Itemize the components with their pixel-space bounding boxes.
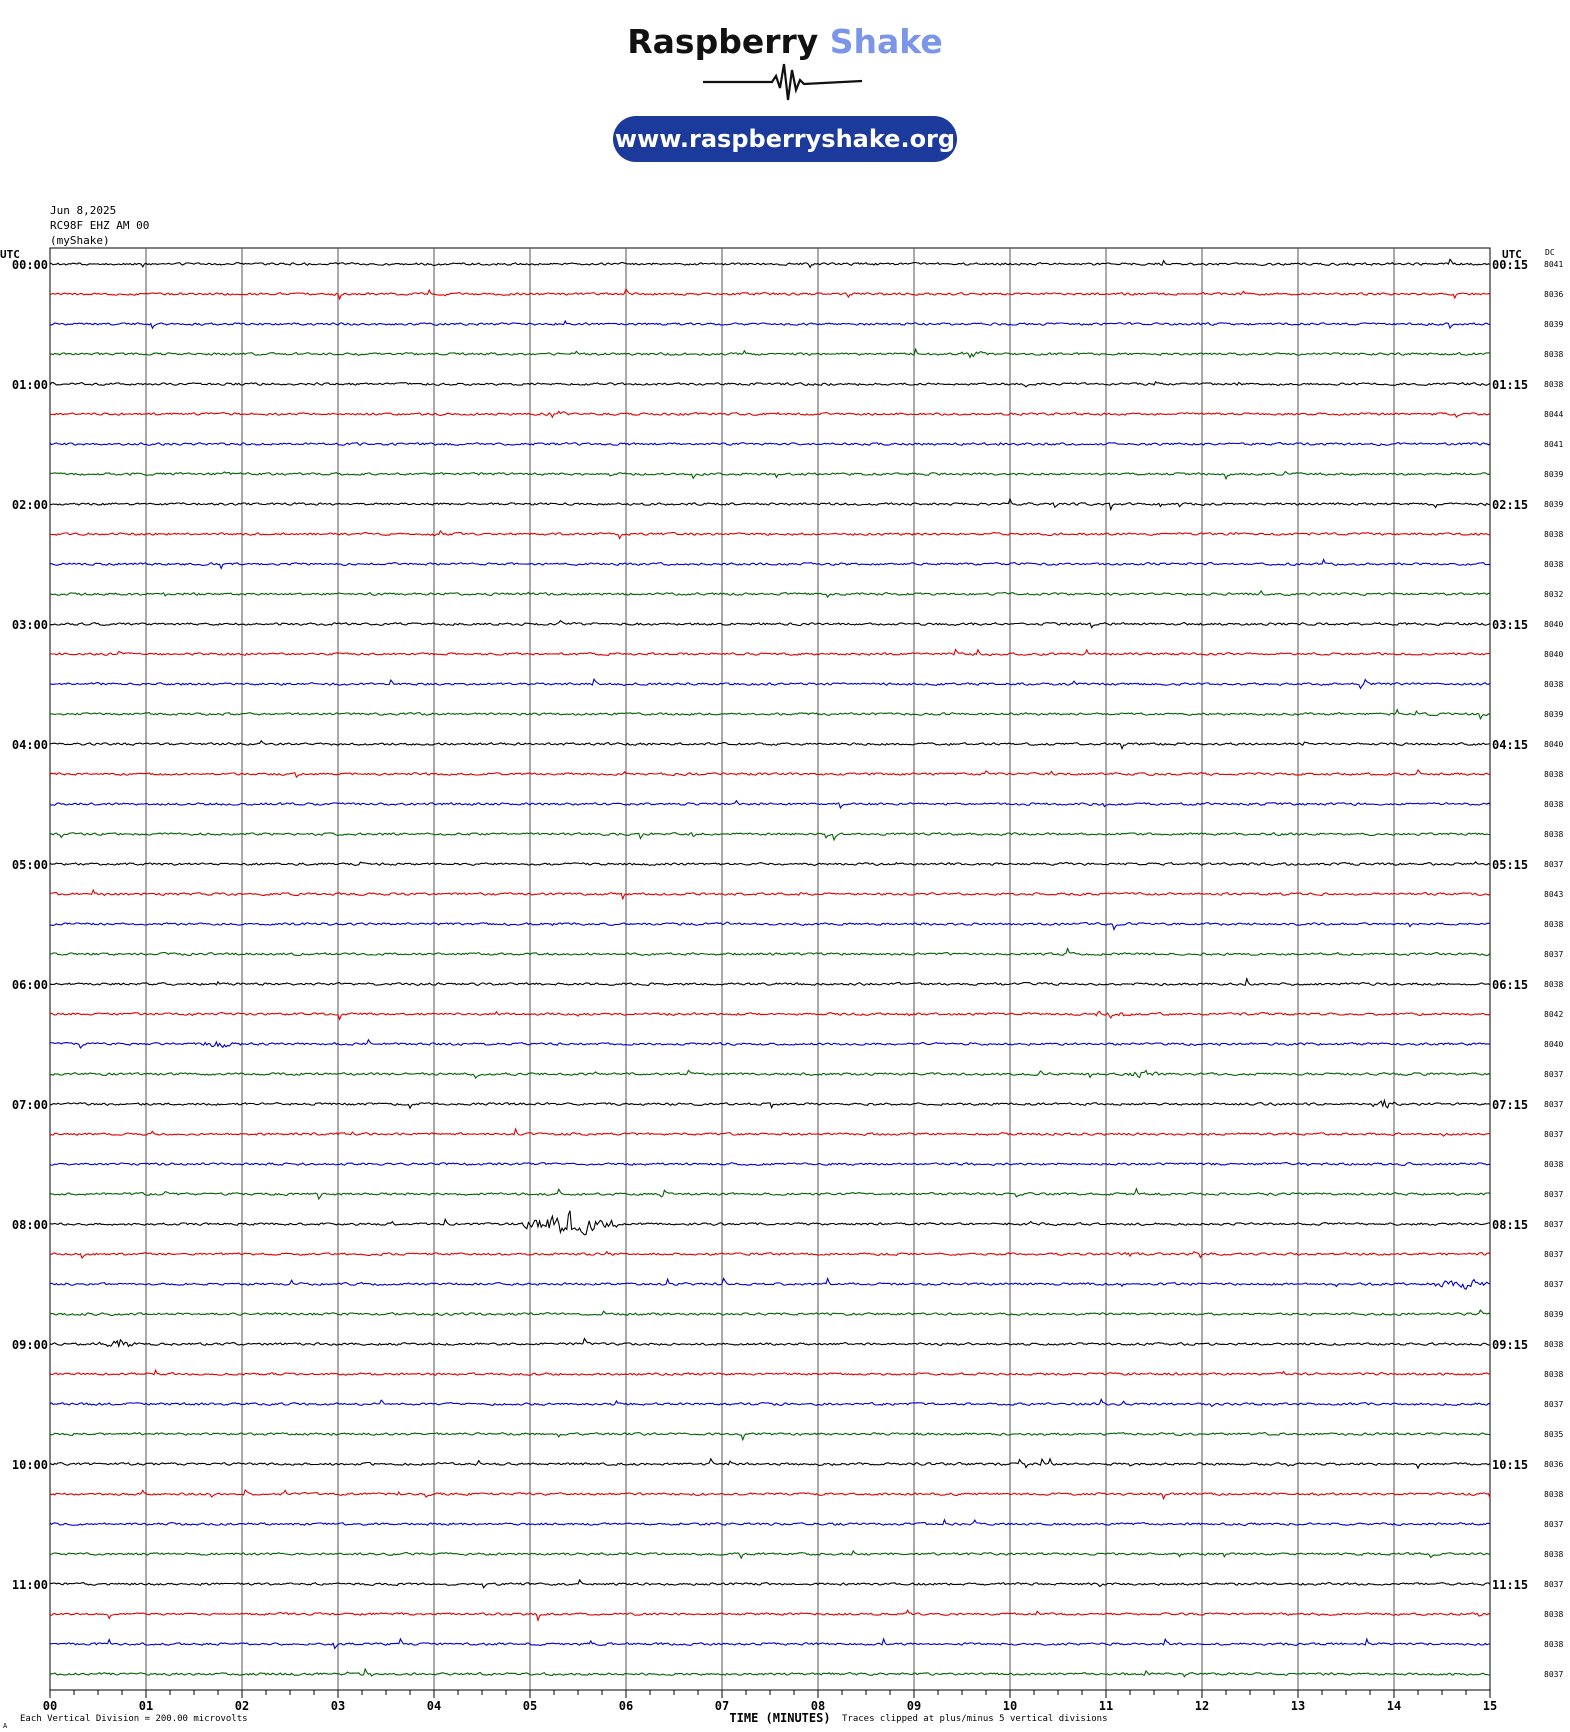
left-hour-label: 04:00 <box>11 738 48 752</box>
dc-offset-label: 8038 <box>1544 350 1564 359</box>
right-axis-title: UTC <box>1502 248 1522 261</box>
dc-offset-label: 8037 <box>1544 1070 1564 1079</box>
trace-line <box>50 1490 1490 1499</box>
right-hour-label: 01:15 <box>1492 378 1529 392</box>
dc-offset-label: 8038 <box>1544 1490 1564 1499</box>
trace-line <box>50 1310 1490 1315</box>
right-hour-label: 03:15 <box>1492 618 1529 632</box>
x-tick-label: 12 <box>1194 1699 1210 1713</box>
trace-line <box>50 1163 1490 1166</box>
dc-offset-label: 8040 <box>1544 650 1564 659</box>
dc-offset-label: 8038 <box>1544 1340 1564 1349</box>
dc-offset-label: 8038 <box>1544 1550 1564 1559</box>
trace-line <box>50 1252 1490 1258</box>
dc-offset-label: 8038 <box>1544 980 1564 989</box>
brand-name-part2: Shake <box>829 22 943 61</box>
dc-offset-label: 8038 <box>1544 770 1564 779</box>
trace-line <box>50 1070 1490 1078</box>
dc-offset-label: 8040 <box>1544 1040 1564 1049</box>
x-tick-label: 15 <box>1482 1699 1498 1713</box>
dc-offset-label: 8036 <box>1544 290 1564 299</box>
website-link[interactable]: www.raspberryshake.org <box>613 116 957 162</box>
dc-offset-label: 8037 <box>1544 950 1564 959</box>
dc-offset-label: 8040 <box>1544 740 1564 749</box>
x-tick-label: 03 <box>330 1699 346 1713</box>
x-tick-label: 01 <box>138 1699 154 1713</box>
dc-offset-label: 8038 <box>1544 1160 1564 1169</box>
right-hour-label: 07:15 <box>1492 1098 1529 1112</box>
x-axis-title: TIME (MINUTES) <box>729 1711 831 1725</box>
dc-offset-label: 8039 <box>1544 500 1564 509</box>
trace-line <box>50 1339 1490 1347</box>
trace-line <box>50 591 1490 597</box>
dc-offset-label: 8038 <box>1544 1610 1564 1619</box>
x-tick-label: 11 <box>1098 1699 1114 1713</box>
left-hour-label: 07:00 <box>11 1098 48 1112</box>
trace-line <box>50 1100 1490 1108</box>
trace-line <box>50 1520 1490 1526</box>
right-hour-label: 11:15 <box>1492 1578 1529 1592</box>
right-hour-label: 10:15 <box>1492 1458 1529 1472</box>
trace-line <box>50 1011 1490 1019</box>
trace-line <box>50 770 1490 777</box>
trace-line <box>50 1459 1490 1468</box>
left-hour-label: 02:00 <box>11 498 48 512</box>
trace-line <box>50 349 1490 357</box>
left-hour-label: 08:00 <box>11 1218 48 1232</box>
right-hour-label: 02:15 <box>1492 498 1529 512</box>
x-tick-label: 04 <box>426 1699 442 1713</box>
trace-line <box>50 411 1490 417</box>
dc-offset-label: 8038 <box>1544 530 1564 539</box>
dc-offset-label: 8044 <box>1544 410 1564 419</box>
trace-line <box>50 650 1490 656</box>
trace-line <box>50 1129 1490 1136</box>
dc-offset-label: 8037 <box>1544 860 1564 869</box>
dc-offset-label: 8037 <box>1544 1220 1564 1229</box>
dc-offset-label: 8036 <box>1544 1460 1564 1469</box>
trace-line <box>50 1433 1490 1440</box>
trace-line <box>50 1639 1490 1649</box>
right-hour-label: 00:15 <box>1492 258 1529 272</box>
x-tick-label: 08 <box>810 1699 826 1713</box>
x-tick-label: 10 <box>1002 1699 1018 1713</box>
dc-offset-label: 8037 <box>1544 1100 1564 1109</box>
dc-offset-label: 8038 <box>1544 1370 1564 1379</box>
chart-date: Jun 8,2025 <box>50 204 117 217</box>
x-tick-label: 07 <box>714 1699 730 1713</box>
dc-offset-label: 8039 <box>1544 710 1564 719</box>
dc-offset-label: 8039 <box>1544 320 1564 329</box>
left-axis-title: UTC <box>0 248 20 261</box>
dc-offset-label: 8037 <box>1544 1400 1564 1409</box>
dc-offset-label: 8037 <box>1544 1190 1564 1199</box>
trace-line <box>50 1551 1490 1558</box>
dc-offset-label: 8035 <box>1544 1430 1564 1439</box>
trace-line <box>50 499 1490 510</box>
trace-line <box>50 679 1490 688</box>
dc-offset-label: 8043 <box>1544 890 1564 899</box>
trace-line <box>50 259 1490 267</box>
trace-line <box>50 1370 1490 1375</box>
trace-line <box>50 979 1490 986</box>
dc-offset-label: 8041 <box>1544 440 1564 449</box>
dc-offset-label: 8039 <box>1544 470 1564 479</box>
trace-line <box>50 922 1490 929</box>
station-code: RC98F EHZ AM 00 <box>50 219 150 232</box>
dc-offset-label: 8038 <box>1544 680 1564 689</box>
vertical-division-note: Each Vertical Division = 200.00 microvolts <box>20 1714 248 1724</box>
left-hour-label: 09:00 <box>11 1338 48 1352</box>
dc-offset-label: 8037 <box>1544 1130 1564 1139</box>
trace-line <box>50 741 1490 749</box>
right-hour-label: 09:15 <box>1492 1338 1529 1352</box>
trace-line <box>50 1669 1490 1677</box>
trace-line <box>50 949 1490 956</box>
dc-offset-label: 8042 <box>1544 1010 1564 1019</box>
dc-offset-label: 8038 <box>1544 1640 1564 1649</box>
left-hour-label: 11:00 <box>11 1578 48 1592</box>
dc-offset-label: 8040 <box>1544 620 1564 629</box>
trace-line <box>50 289 1490 299</box>
brand-name-part1: Raspberry <box>627 22 819 61</box>
trace-line <box>50 443 1490 446</box>
x-tick-label: 13 <box>1290 1699 1306 1713</box>
dc-offset-label: 8041 <box>1544 260 1564 269</box>
trace-line <box>50 321 1490 328</box>
trace-line <box>50 472 1490 479</box>
dc-offset-label: 8037 <box>1544 1520 1564 1529</box>
trace-line <box>50 1279 1490 1290</box>
x-tick-label: 14 <box>1386 1699 1402 1713</box>
left-hour-label: 03:00 <box>11 618 48 632</box>
trace-line <box>50 531 1490 539</box>
right-hour-label: 08:15 <box>1492 1218 1529 1232</box>
x-tick-label: 09 <box>906 1699 922 1713</box>
trace-line <box>50 890 1490 899</box>
trace-line <box>50 1211 1490 1235</box>
clip-note: Traces clipped at plus/minus 5 vertical divisions <box>842 1714 1108 1724</box>
trace-line <box>50 1399 1490 1406</box>
trace-line <box>50 382 1490 387</box>
dc-offset-label: 8037 <box>1544 1670 1564 1679</box>
x-tick-label: 06 <box>618 1699 634 1713</box>
station-source: (myShake) <box>50 234 110 247</box>
dc-offset-label: 8037 <box>1544 1250 1564 1259</box>
left-hour-label: 06:00 <box>11 978 48 992</box>
trace-line <box>50 801 1490 808</box>
trace-line <box>50 1610 1490 1620</box>
trace-line <box>50 1580 1490 1588</box>
right-hour-label: 04:15 <box>1492 738 1529 752</box>
trace-line <box>50 621 1490 628</box>
x-tick-label: 00 <box>42 1699 58 1713</box>
x-tick-label: 02 <box>234 1699 250 1713</box>
dc-offset-label: 8038 <box>1544 560 1564 569</box>
dc-offset-label: 8038 <box>1544 920 1564 929</box>
left-hour-label: 05:00 <box>11 858 48 872</box>
trace-line <box>50 710 1490 719</box>
dc-column-title: DC <box>1545 248 1555 257</box>
dc-offset-label: 8037 <box>1544 1280 1564 1289</box>
corner-mark: A <box>3 1722 8 1730</box>
dc-offset-label: 8039 <box>1544 1310 1564 1319</box>
dc-offset-label: 8038 <box>1544 380 1564 389</box>
trace-line <box>50 1040 1490 1048</box>
dc-offset-label: 8038 <box>1544 800 1564 809</box>
trace-line <box>50 833 1490 840</box>
dc-offset-label: 8037 <box>1544 1580 1564 1589</box>
trace-line <box>50 560 1490 569</box>
left-hour-label: 01:00 <box>11 378 48 392</box>
dc-offset-label: 8038 <box>1544 830 1564 839</box>
x-tick-label: 05 <box>522 1699 538 1713</box>
left-hour-label: 00:00 <box>11 258 48 272</box>
right-hour-label: 05:15 <box>1492 858 1529 872</box>
plot-frame <box>50 248 1490 1690</box>
trace-line <box>50 1189 1490 1199</box>
right-hour-label: 06:15 <box>1492 978 1529 992</box>
trace-line <box>50 862 1490 866</box>
left-hour-label: 10:00 <box>11 1458 48 1472</box>
dc-offset-label: 8032 <box>1544 590 1564 599</box>
